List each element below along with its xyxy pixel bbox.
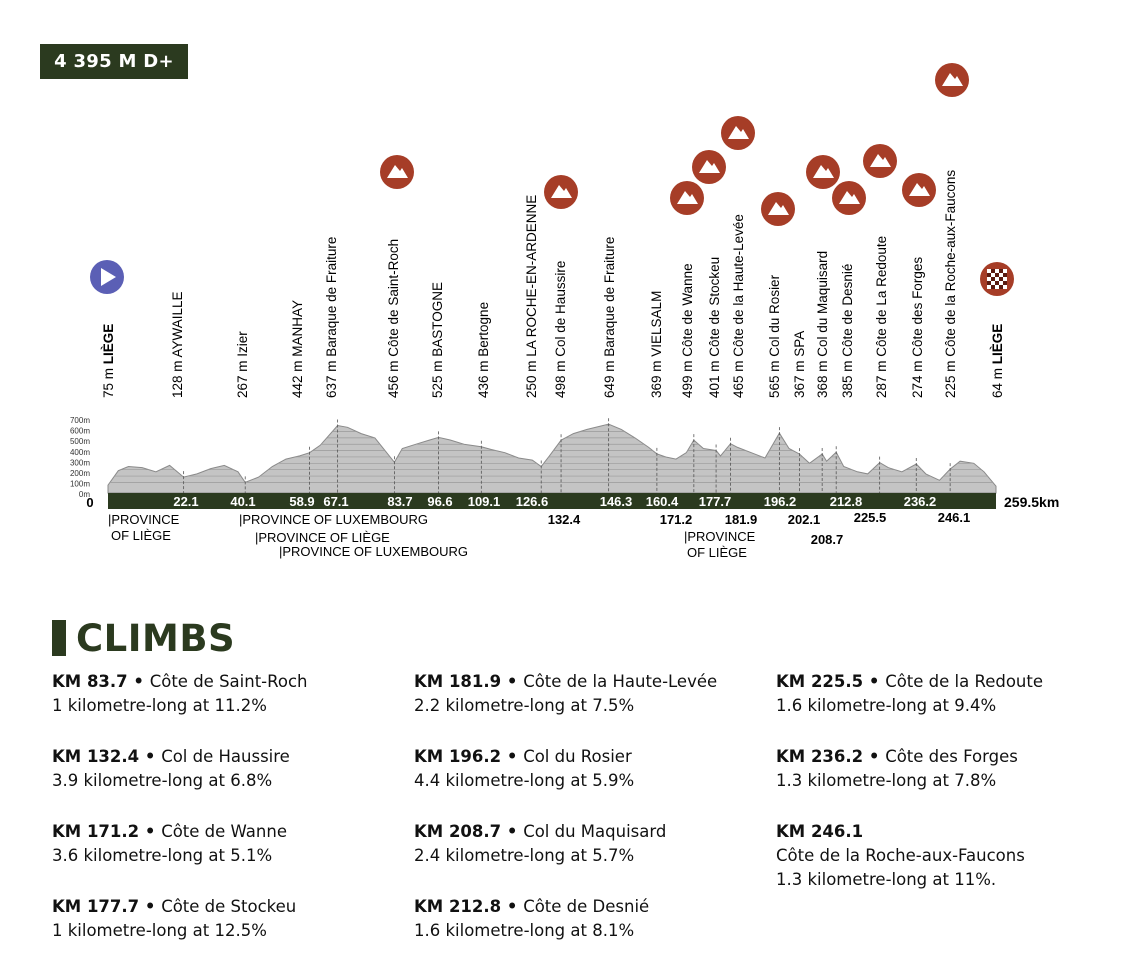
flag-square [991,273,995,277]
place-label [101,324,116,398]
place-name: Côte de Saint-Roch [386,238,401,357]
place-label [324,237,339,398]
place-name: MANHAY [290,299,305,357]
climb-name: Côte des Forges [885,747,1018,766]
place-name: Baraque de Fraiture [602,236,617,357]
place-altitude: 465 m [731,356,746,398]
province-label: |PROVINCE OF LUXEMBOURG [239,512,429,527]
place-altitude: 385 m [840,356,855,398]
place-label [476,302,491,398]
climb-separator: • [863,747,886,766]
km-below-label: 208.7 [810,532,844,547]
flag-square [999,269,1003,273]
place-name: SPA [792,330,807,357]
flag-square [987,277,991,281]
km-below-label: 246.1 [937,510,971,525]
place-label [524,195,539,398]
km-bar-label: 146.3 [599,494,633,509]
flag-square [987,285,991,289]
flag-square [1003,273,1007,277]
place-altitude: 525 m [430,356,445,398]
place-altitude: 267 m [235,356,250,398]
climb-title-line [776,670,1126,694]
place-name: Côte de La Redoute [874,235,889,357]
climb-name: Côte de la Redoute [885,672,1044,691]
climb-separator: • [127,672,150,691]
place-name: LA ROCHE-EN-ARDENNE [524,194,539,357]
place-name: Côte de Stockeu [707,256,722,357]
place-label [386,239,401,398]
place-label [235,331,250,398]
climb-separator: • [501,747,524,766]
flag-square [987,269,991,273]
climbs-title: CLIMBS [76,616,236,660]
climb-separator: • [139,822,162,841]
climb-title-line [414,670,764,694]
place-label [731,214,746,398]
place-altitude: 274 m [910,356,925,398]
km-bar-label: 160.4 [645,494,679,509]
climb-item [52,670,402,745]
start-km-label: 0 [86,495,94,510]
climb-km: KM 132.4 [52,747,140,766]
climb-km: KM 225.5 [776,672,864,691]
flag-square [995,281,999,285]
climb-km: KM 196.2 [414,747,502,766]
flag-square [991,277,995,281]
climbs-column-2 [414,670,764,970]
climb-detail: 1 kilometre-long at 11.2% [52,696,267,715]
climb-item [52,820,402,895]
elevation-gain-badge: 4 395 M D+ [40,44,188,79]
place-name: Côte de Desnié [840,263,855,357]
climb-name: Côte de Wanne [161,822,287,841]
place-label [553,261,568,398]
place-label [815,251,830,398]
y-axis-label: 400m [69,447,90,457]
place-label [943,170,958,398]
climb-detail: 1 kilometre-long at 12.5% [52,921,267,940]
place-label [874,236,889,398]
place-altitude: 565 m [767,356,782,398]
climb-name: Côte de la Haute-Levée [523,672,718,691]
place-label [767,274,782,398]
climb-detail: 3.9 kilometre-long at 6.8% [52,771,273,790]
flag-square [1003,281,1007,285]
climb-title-line [414,745,764,769]
place-label [990,324,1005,398]
place-name: Col du Maquisard [815,250,830,357]
climb-detail: 4.4 kilometre-long at 5.9% [414,771,635,790]
place-name: Côte de la Haute-Levée [731,214,746,357]
climb-name: Côte de la Roche-aux-Faucons [776,846,1025,865]
climb-km: KM 236.2 [776,747,864,766]
flag-square [999,285,1003,289]
place-name: LIÈGE [990,323,1005,365]
climb-item [776,670,1126,745]
place-name: Bertogne [476,301,491,357]
place-altitude: 367 m [792,356,807,398]
place-name: Col du Rosier [767,274,782,357]
climb-item [776,820,1126,895]
place-altitude: 436 m [476,356,491,398]
km-below-label: 132.4 [547,512,581,527]
place-label [649,291,664,398]
climb-km: KM 208.7 [414,822,502,841]
province-label: |PROVINCE OF LUXEMBOURG [279,544,469,559]
climb-km: KM 181.9 [414,672,502,691]
y-axis-label: 700m [69,416,90,425]
place-altitude: 225 m [943,356,958,398]
place-altitude: 649 m [602,356,617,398]
climb-title-line [776,745,1126,769]
climb-item [52,745,402,820]
km-below-label: 225.5 [853,510,887,525]
climb-item [776,745,1126,820]
km-below-label: 202.1 [787,512,821,527]
place-altitude: 64 m [990,364,1005,398]
place-name: Izier [235,331,250,357]
climb-title-line [414,820,764,844]
province-label: OF LIÈGE [111,528,171,543]
place-name: VIELSALM [649,290,664,357]
flag-square [999,281,1003,285]
climb-title-line [52,670,402,694]
km-bar-label: 177.7 [698,494,732,509]
km-below-label: 181.9 [724,512,758,527]
flag-square [995,285,999,289]
km-bar-label: 58.9 [289,494,315,509]
place-altitude: 75 m [101,364,116,398]
place-altitude: 637 m [324,356,339,398]
climb-title-line [414,895,764,919]
place-name: Côte des Forges [910,256,925,357]
climb-separator: • [501,822,524,841]
km-bar-label: 83.7 [387,494,413,509]
y-axis-label: 300m [69,458,90,468]
place-altitude: 128 m [170,357,185,398]
place-altitude: 499 m [680,356,695,398]
climbs-heading-bar [52,620,66,656]
climb-item [414,895,764,970]
place-label [840,264,855,398]
climb-title-line [52,820,402,844]
climb-item [414,820,764,895]
climb-detail: 2.4 kilometre-long at 5.7% [414,846,635,865]
climb-detail: 1.6 kilometre-long at 8.1% [414,921,635,940]
place-label [680,263,695,398]
flag-square [999,273,1003,277]
km-bar-label: 212.8 [829,494,863,509]
climb-item [414,670,764,745]
province-label: |PROVINCE OF LIÈGE [255,530,390,545]
flag-square [1003,285,1007,289]
place-name: Côte de Wanne [680,263,695,357]
flag-square [1003,269,1007,273]
climb-separator: • [139,747,162,766]
place-altitude: 401 m [707,356,722,398]
climb-name: Col de Haussire [161,747,290,766]
place-altitude: 456 m [386,356,401,398]
climb-km: KM 83.7 [52,672,128,691]
place-label [430,282,445,398]
climb-separator: • [501,672,524,691]
climb-km: KM 171.2 [52,822,140,841]
flag-square [995,269,999,273]
climb-title-line [776,820,1126,844]
km-below-label: 171.2 [659,512,693,527]
climb-name: Côte de Desnié [523,897,650,916]
place-name: Col de Haussire [553,260,568,357]
climb-km: KM 177.7 [52,897,140,916]
km-bar-label: 96.6 [427,494,453,509]
place-name: LIÈGE [101,323,116,365]
place-label [170,291,185,398]
place-name: BASTOGNE [430,281,445,357]
y-axis-label: 200m [69,469,90,478]
climb-km: KM 212.8 [414,897,502,916]
climb-name: Col du Maquisard [523,822,667,841]
place-name: Baraque de Fraiture [324,236,339,357]
flag-square [995,273,999,277]
climb-km: KM 246.1 [776,822,864,841]
climb-detail: 1.6 kilometre-long at 9.4% [776,696,997,715]
climbs-heading [52,614,235,662]
y-axis-label: 600m [69,426,90,436]
km-bar-label: 126.6 [515,494,549,509]
province-label: |PROVINCE [108,512,180,527]
flag-square [999,277,1003,281]
flag-square [991,281,995,285]
place-name: Côte de la Roche-aux-Faucons [943,169,958,357]
climb-name: Col du Rosier [523,747,632,766]
checkered-flag-icon [987,269,1007,289]
flag-square [991,269,995,273]
climb-separator: • [501,897,524,916]
km-bar-label: 236.2 [903,494,937,509]
place-altitude: 369 m [649,356,664,398]
flag-square [987,281,991,285]
climb-separator: • [139,897,162,916]
flag-square [1003,277,1007,281]
climb-detail: 3.6 kilometre-long at 5.1% [52,846,273,865]
climb-detail: 1.3 kilometre-long at 7.8% [776,771,997,790]
place-altitude: 442 m [290,356,305,398]
flag-square [991,285,995,289]
km-bar-label: 109.1 [467,494,501,509]
km-bar-label: 22.1 [173,494,199,509]
total-distance-label: 259.5km [1004,494,1060,510]
place-label [290,300,305,398]
climb-name: Côte de Stockeu [161,897,297,916]
place-altitude: 287 m [874,356,889,398]
y-axis-label: 0m [78,490,90,500]
place-label [707,257,722,398]
climb-title-line [52,745,402,769]
y-axis-label: 500m [69,437,90,447]
climb-separator: • [863,672,886,691]
place-altitude: 498 m [553,356,568,398]
place-altitude: 368 m [815,356,830,398]
place-altitude: 250 m [524,356,539,398]
km-bar-label: 67.1 [323,494,349,509]
y-axis-label: 100m [69,479,90,489]
climb-title-line [52,895,402,919]
km-bar-label: 40.1 [230,494,256,509]
flag-square [987,273,991,277]
climb-item [414,745,764,820]
place-label [910,257,925,398]
flag-square [995,277,999,281]
place-label [602,237,617,398]
climbs-column-1 [52,670,402,970]
climb-detail: 1.3 kilometre-long at 11%. [776,870,997,889]
climb-name: Côte de Saint-Roch [149,672,308,691]
province-label: OF LIÈGE [687,545,747,560]
place-label [792,331,807,398]
climb-detail: 2.2 kilometre-long at 7.5% [414,696,635,715]
climbs-column-3 [776,670,1126,895]
climb-item [52,895,402,970]
place-name: AYWAILLE [170,291,185,358]
km-bar-label: 196.2 [763,494,797,509]
province-label: |PROVINCE [684,529,756,544]
